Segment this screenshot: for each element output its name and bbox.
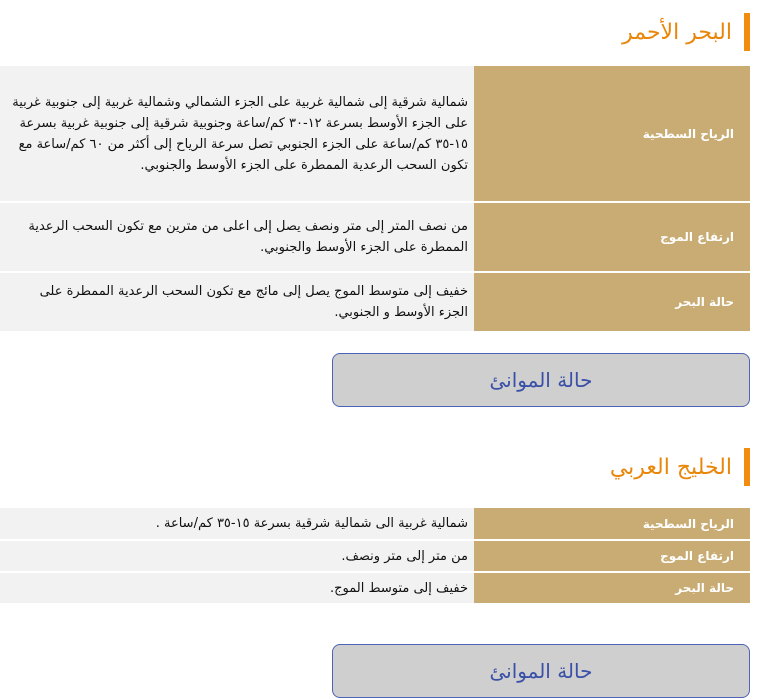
table-row <box>0 508 750 540</box>
red-sea-state-value: خفيف إلى متوسط الموج يصل إلى مائج مع تكون السحب الرعدية الممطرة على الجزء الأوسط و الجنوبي. <box>0 272 474 332</box>
arabian-gulf-section-header <box>610 447 750 487</box>
red-sea-wind-value: شمالية شرقية إلى شمالية غربية على الجزء الشمالي وشمالية غربية إلى جنوبية غربية على الجزء الأوسط بسرعة ١٢-٣٠ كم/ساعة وجنوبية شرقية إلى جنوبية غربية بسرعة ١٥-٣٥ كم/ساعة على الجزء الجنوبي تصل سرعة الرياح إلى أكثر من ٦٠ كم/ساعة مع تكون السحب الرعدية الممطرة على الجزء الأوسط والجنوبي. <box>0 66 474 202</box>
gulf-ports-status-button[interactable]: حالة الموانئ <box>332 644 750 698</box>
red-sea-wave-value: من نصف المتر إلى متر ونصف يصل إلى اعلى من مترين مع تكون السحب الرعدية الممطرة على الجزء الأوسط والجنوبي. <box>0 202 474 272</box>
arabian-gulf-forecast-table <box>0 508 750 605</box>
table-row <box>0 540 750 572</box>
table-row <box>0 272 750 332</box>
red-sea-state-label: حالة البحر <box>474 272 750 332</box>
red-sea-wind-label: الرياح السطحية <box>474 66 750 202</box>
red-sea-forecast-table <box>0 66 750 333</box>
section-accent-bar <box>744 13 750 51</box>
red-sea-title: البحر الأحمر <box>622 19 732 45</box>
table-row <box>0 202 750 272</box>
gulf-wind-label: الرياح السطحية <box>474 508 750 540</box>
gulf-wind-value: شمالية غربية الى شمالية شرقية بسرعة ١٥-٣٥ كم/ساعة . <box>0 508 474 540</box>
gulf-wave-value: من متر إلى متر ونصف. <box>0 540 474 572</box>
arabian-gulf-title: الخليج العربي <box>609 454 732 480</box>
red-sea-ports-status-button[interactable]: حالة الموانئ <box>332 353 750 407</box>
section-accent-bar <box>744 448 750 486</box>
red-sea-section-header <box>622 12 750 52</box>
table-row <box>0 572 750 604</box>
table-row <box>0 66 750 202</box>
gulf-wave-label: ارتفاع الموج <box>474 540 750 572</box>
gulf-state-value: خفيف إلى متوسط الموج. <box>0 572 474 604</box>
gulf-state-label: حالة البحر <box>474 572 750 604</box>
red-sea-wave-label: ارتفاع الموج <box>474 202 750 272</box>
